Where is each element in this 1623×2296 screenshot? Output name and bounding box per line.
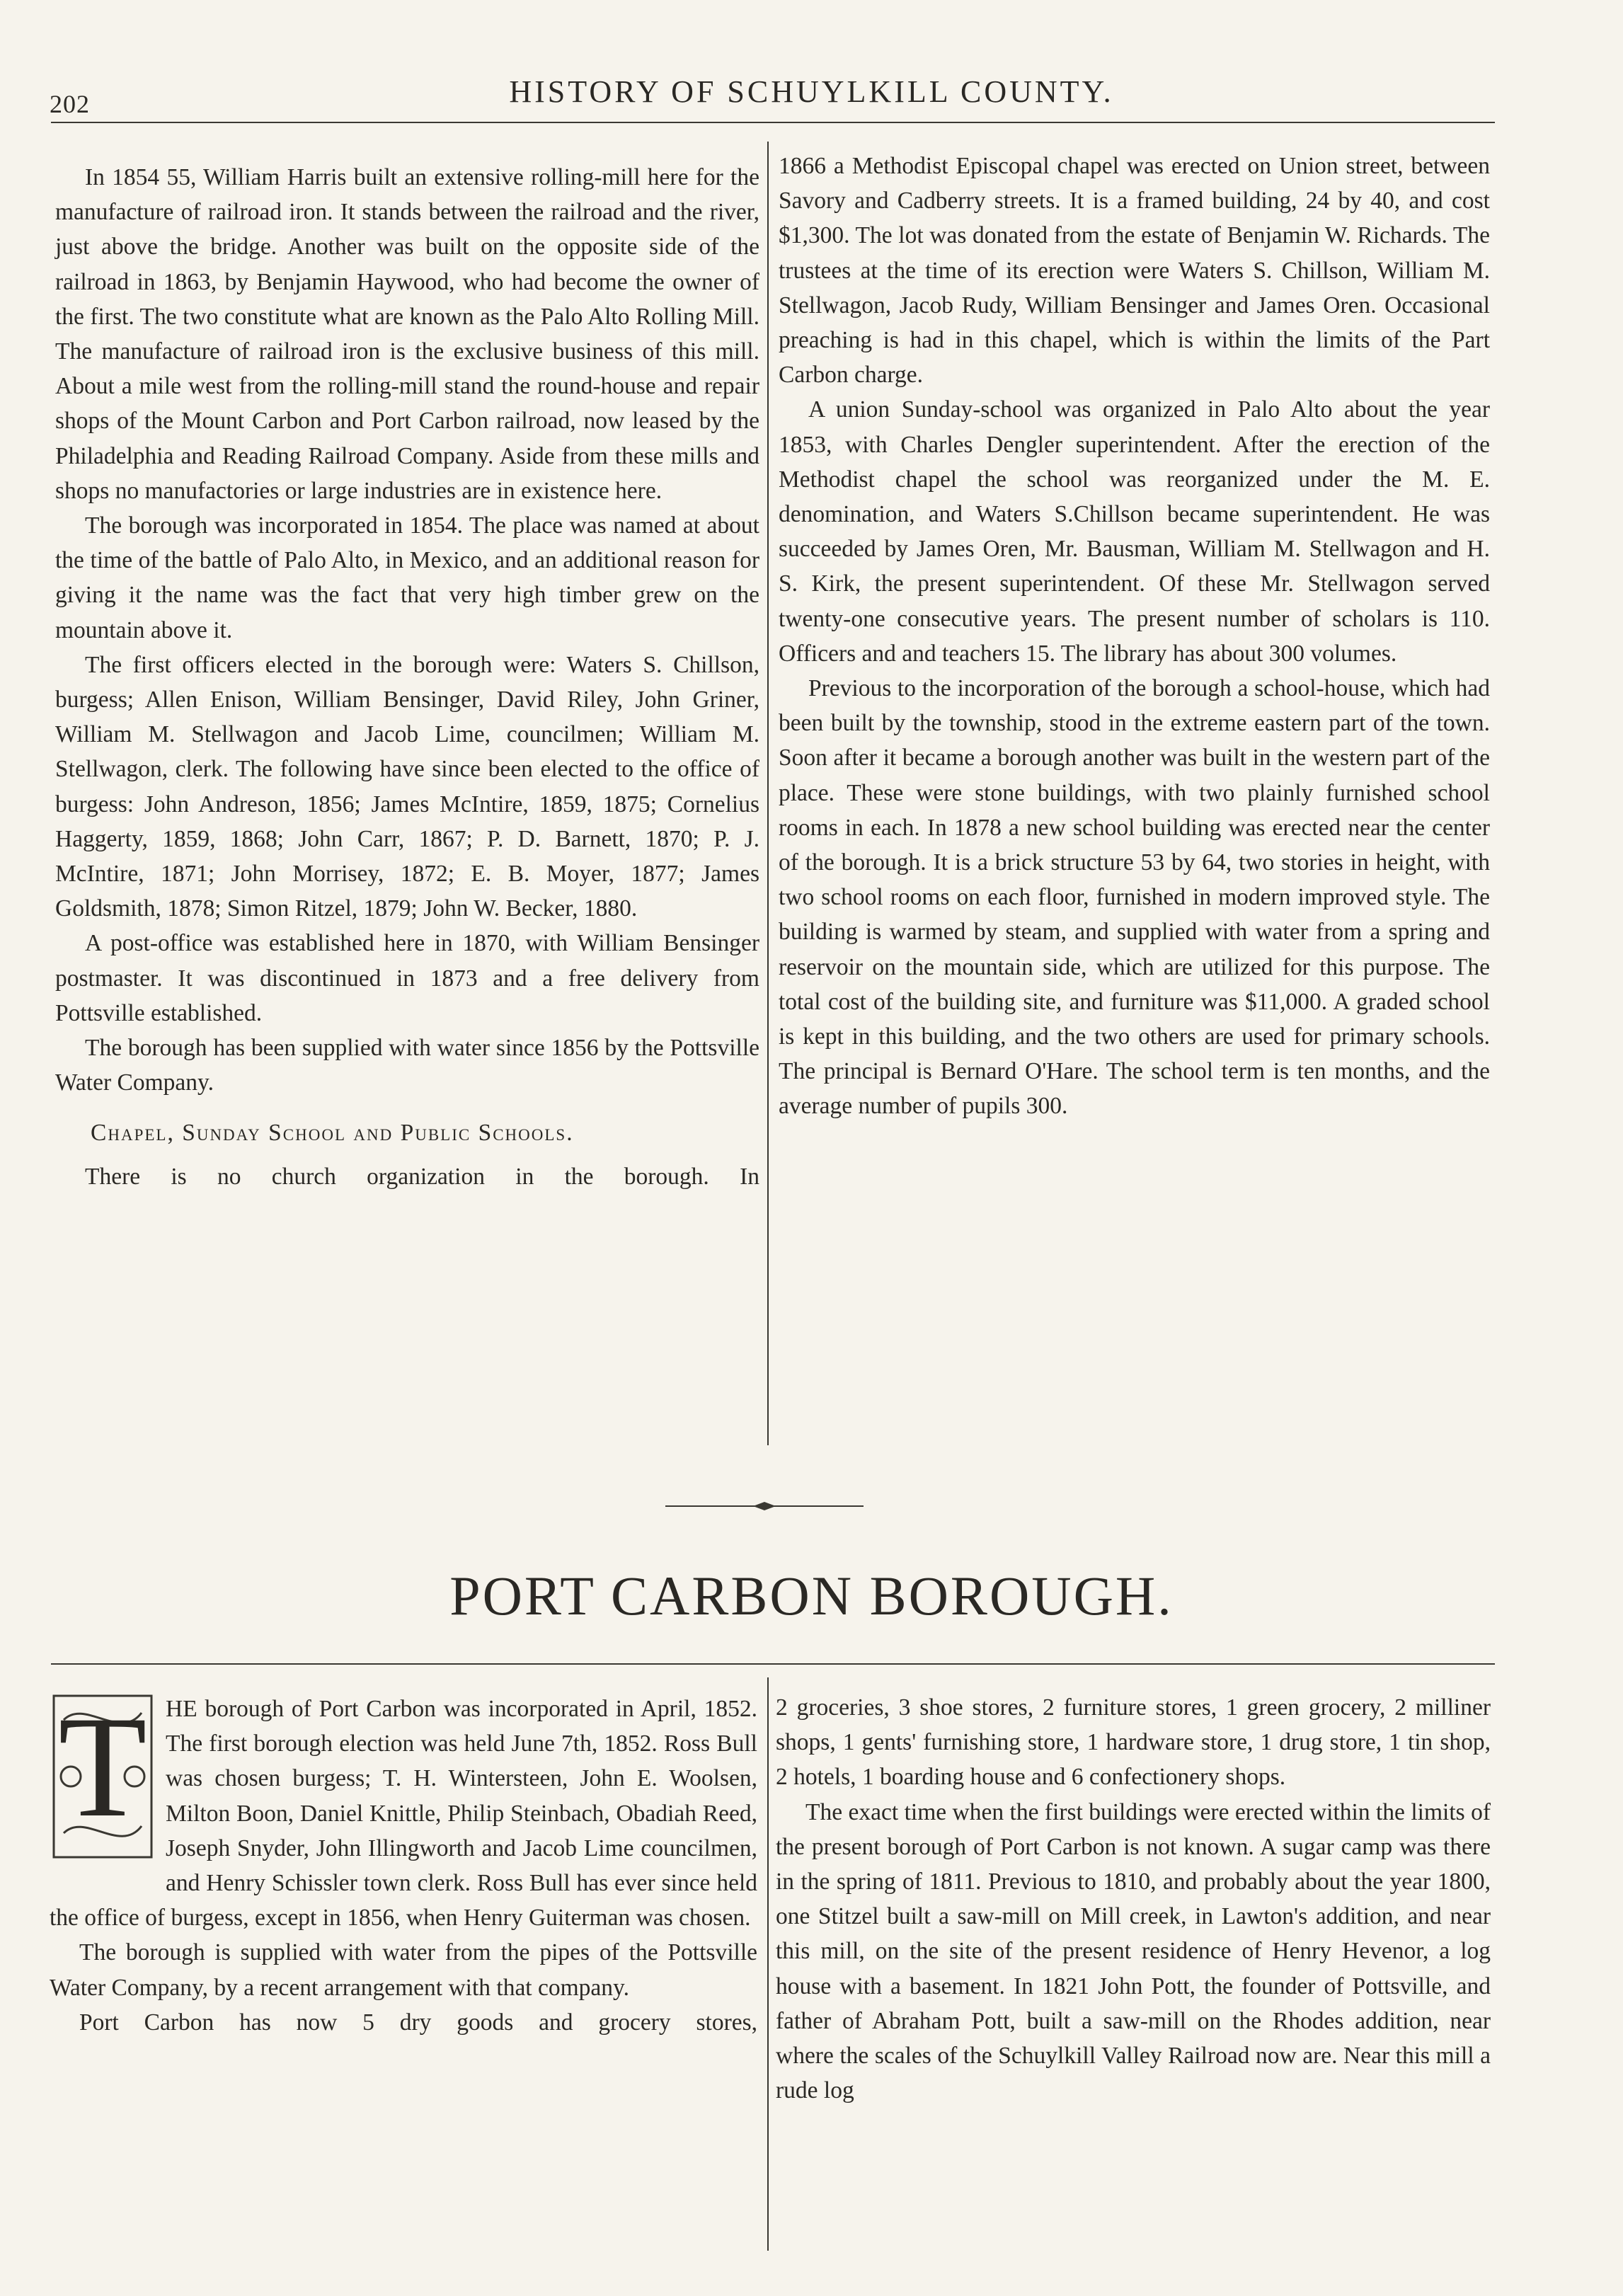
- page-number: 202: [50, 90, 90, 118]
- header-rule: [51, 122, 1495, 123]
- dropcap-flourish-icon: [50, 1692, 156, 1861]
- top-right-column: [779, 149, 1490, 1124]
- paragraph: Previous to the incorporation of the borough a school-house, which had been built by the township, stood in the extreme eastern part of the town. Soon after it became a borough another was built in the western part of the place. These were stone buildings, with two plainly furnished school rooms in each. In 1878 a new school building was erected near the center of the borough. It is a brick structure 53 by 64, two stories in height, with two school rooms on each floor, furnished in modern improved style. The building is warmed by steam, and supplied with water from a spring and reservoir on the mountain side, which are utilized for this purpose. The total cost of the building site, and furniture was $11,000. A graded school is kept in this building, and the two others are used for primary schools. The principal is Bernard O'Hare. The school term is ten months, and the average number of pupils 300.: [779, 675, 1490, 1120]
- paragraph: The borough was incorporated in 1854. The place was named at about the time of the battle of Palo Alto, in Mexico, and an additional reason for giving it the name was the fact that very high timber grew on the mountain above it.: [55, 512, 759, 643]
- paragraph: 1866 a Methodist Episcopal chapel was erected on Union street, between Savory and Cadberry streets. It is a framed building, 24 by 40, and cost $1,300. The lot was donated from the estate of Benjamin W. Richards. The trustees at the time of its erection were Waters S. Chillson, William M. Stellwagon, Jacob Rudy, William Bensinger and James Oren. Occasional preaching is had in this chapel, which is within the limits of the Part Carbon charge.: [779, 153, 1490, 389]
- paragraph: There is no church organization in the borough. In: [85, 1163, 759, 1190]
- bottom-right-column: [776, 1690, 1491, 2108]
- ornament-divider: [665, 1500, 864, 1512]
- paragraph: A union Sunday-school was organized in Palo Alto about the year 1853, with Charles Dengler superintendent. After the erection of the Methodist chapel the school was reorganized under the M. E. denomination, and Waters S.Chillson became superintendent. He was succeeded by James Oren, Mr. Bausman, William M. Stellwagon and H. S. Kirk, the present superintendent. Of these Mr. Stellwagon served twenty-one consecutive years. The present number of scholars is 110. Officers and and teachers 15. The library has about 300 volumes.: [779, 396, 1490, 667]
- subheading: Chapel, Sunday School and Public Schools.: [91, 1120, 574, 1147]
- column-rule-top: [767, 142, 769, 1445]
- paragraph: In 1854 55, William Harris built an extensive rolling-mill here for the manufacture of railroad iron. It stands between the railroad and the river, just above the bridge. Another was built on the opposite side of the railroad in 1863, by Benjamin Haywood, who had become the owner of the first. The two constitute what are known as the Palo Alto Rolling Mill. The manufacture of railroad iron is the exclusive business of this mill. About a mile west from the rolling-mill stand the round-house and repair shops of the Mount Carbon and Port Carbon railroad, now leased by the Philadelphia and Reading Railroad Company. Aside from these mills and shops no manufactories or large industries are in existence here.: [55, 164, 759, 504]
- dropcap-ornament: [50, 1692, 156, 1869]
- paragraph: The borough has been supplied with water since 1856 by the Pottsville Water Company.: [55, 1035, 759, 1096]
- bottom-left-column: [50, 1692, 757, 2040]
- paragraph: The borough is supplied with water from the pipes of the Pottsville Water Company, by a recent arrangement with that company.: [50, 1939, 757, 2001]
- paragraph: HE borough of Port Carbon was incorporated in April, 1852. The first borough election was held June 7th, 1852. Ross Bull was chosen burgess; T. H. Wintersteen, John E. Woolsen, Milton Boon, Daniel Knittle, Philip Steinbach, Obadiah Reed, Joseph Snyder, John Illingworth and Jacob Lime councilmen, and Henry Schissler town clerk. Ross Bull has ever since held the office of burgess, except in 1856, when Henry Guiterman was chosen.: [50, 1696, 757, 1931]
- running-head: HISTORY OF SCHUYLKILL COUNTY.: [509, 74, 1114, 109]
- dropcap-letter: T: [58, 1692, 147, 1847]
- paragraph: 2 groceries, 3 shoe stores, 2 furniture stores, 1 green grocery, 2 milliner shops, 1 gents' furnishing store, 1 hardware store, 1 drug store, 1 tin shop, 2 hotels, 1 boarding house and 6 confectionery shops.: [776, 1694, 1491, 1791]
- top-left-column: [55, 160, 759, 1194]
- paragraph: Port Carbon has now 5 dry goods and grocery stores,: [79, 2009, 757, 2036]
- section-title: PORT CARBON BOROUGH.: [449, 1565, 1174, 1626]
- paragraph: The first officers elected in the borough were: Waters S. Chillson, burgess; Allen Enison, William Bensinger, David Riley, John Griner, William M. Stellwagon and Jacob Lime, councilmen; William M. Stellwagon, clerk. The following have since been elected to the office of burgess: John Andreson, 1856; James McIntire, 1859, 1875; Cornelius Haggerty, 1859, 1868; John Carr, 1867; P. D. Barnett, 1870; P. J. McIntire, 1871; John Morrisey, 1872; E. B. Moyer, 1877; James Goldsmith, 1878; Simon Ritzel, 1879; John W. Becker, 1880.: [55, 651, 759, 922]
- paragraph: The exact time when the first buildings were erected within the limits of the present borough of Port Carbon is not known. A sugar camp was there in the spring of 1811. Previous to 1810, and probably about the year 1800, one Stitzel built a saw-mill on Mill creek, in Lawton's addition, and near this mill, on the site of the present residence of Henry Hevenor, a log house with a basement. In 1821 John Pott, the founder of Pottsville, and father of Abraham Pott, built a saw-mill on the Rhodes addition, near where the scales of the Schuylkill Valley Railroad now are. Near this mill a rude log: [776, 1798, 1491, 2104]
- paragraph: A post-office was established here in 1870, with William Bensinger postmaster. It was discontinued in 1873 and a free delivery from Pottsville established.: [55, 930, 759, 1026]
- column-rule-bottom: [767, 1677, 769, 2251]
- section-rule: [51, 1663, 1495, 1665]
